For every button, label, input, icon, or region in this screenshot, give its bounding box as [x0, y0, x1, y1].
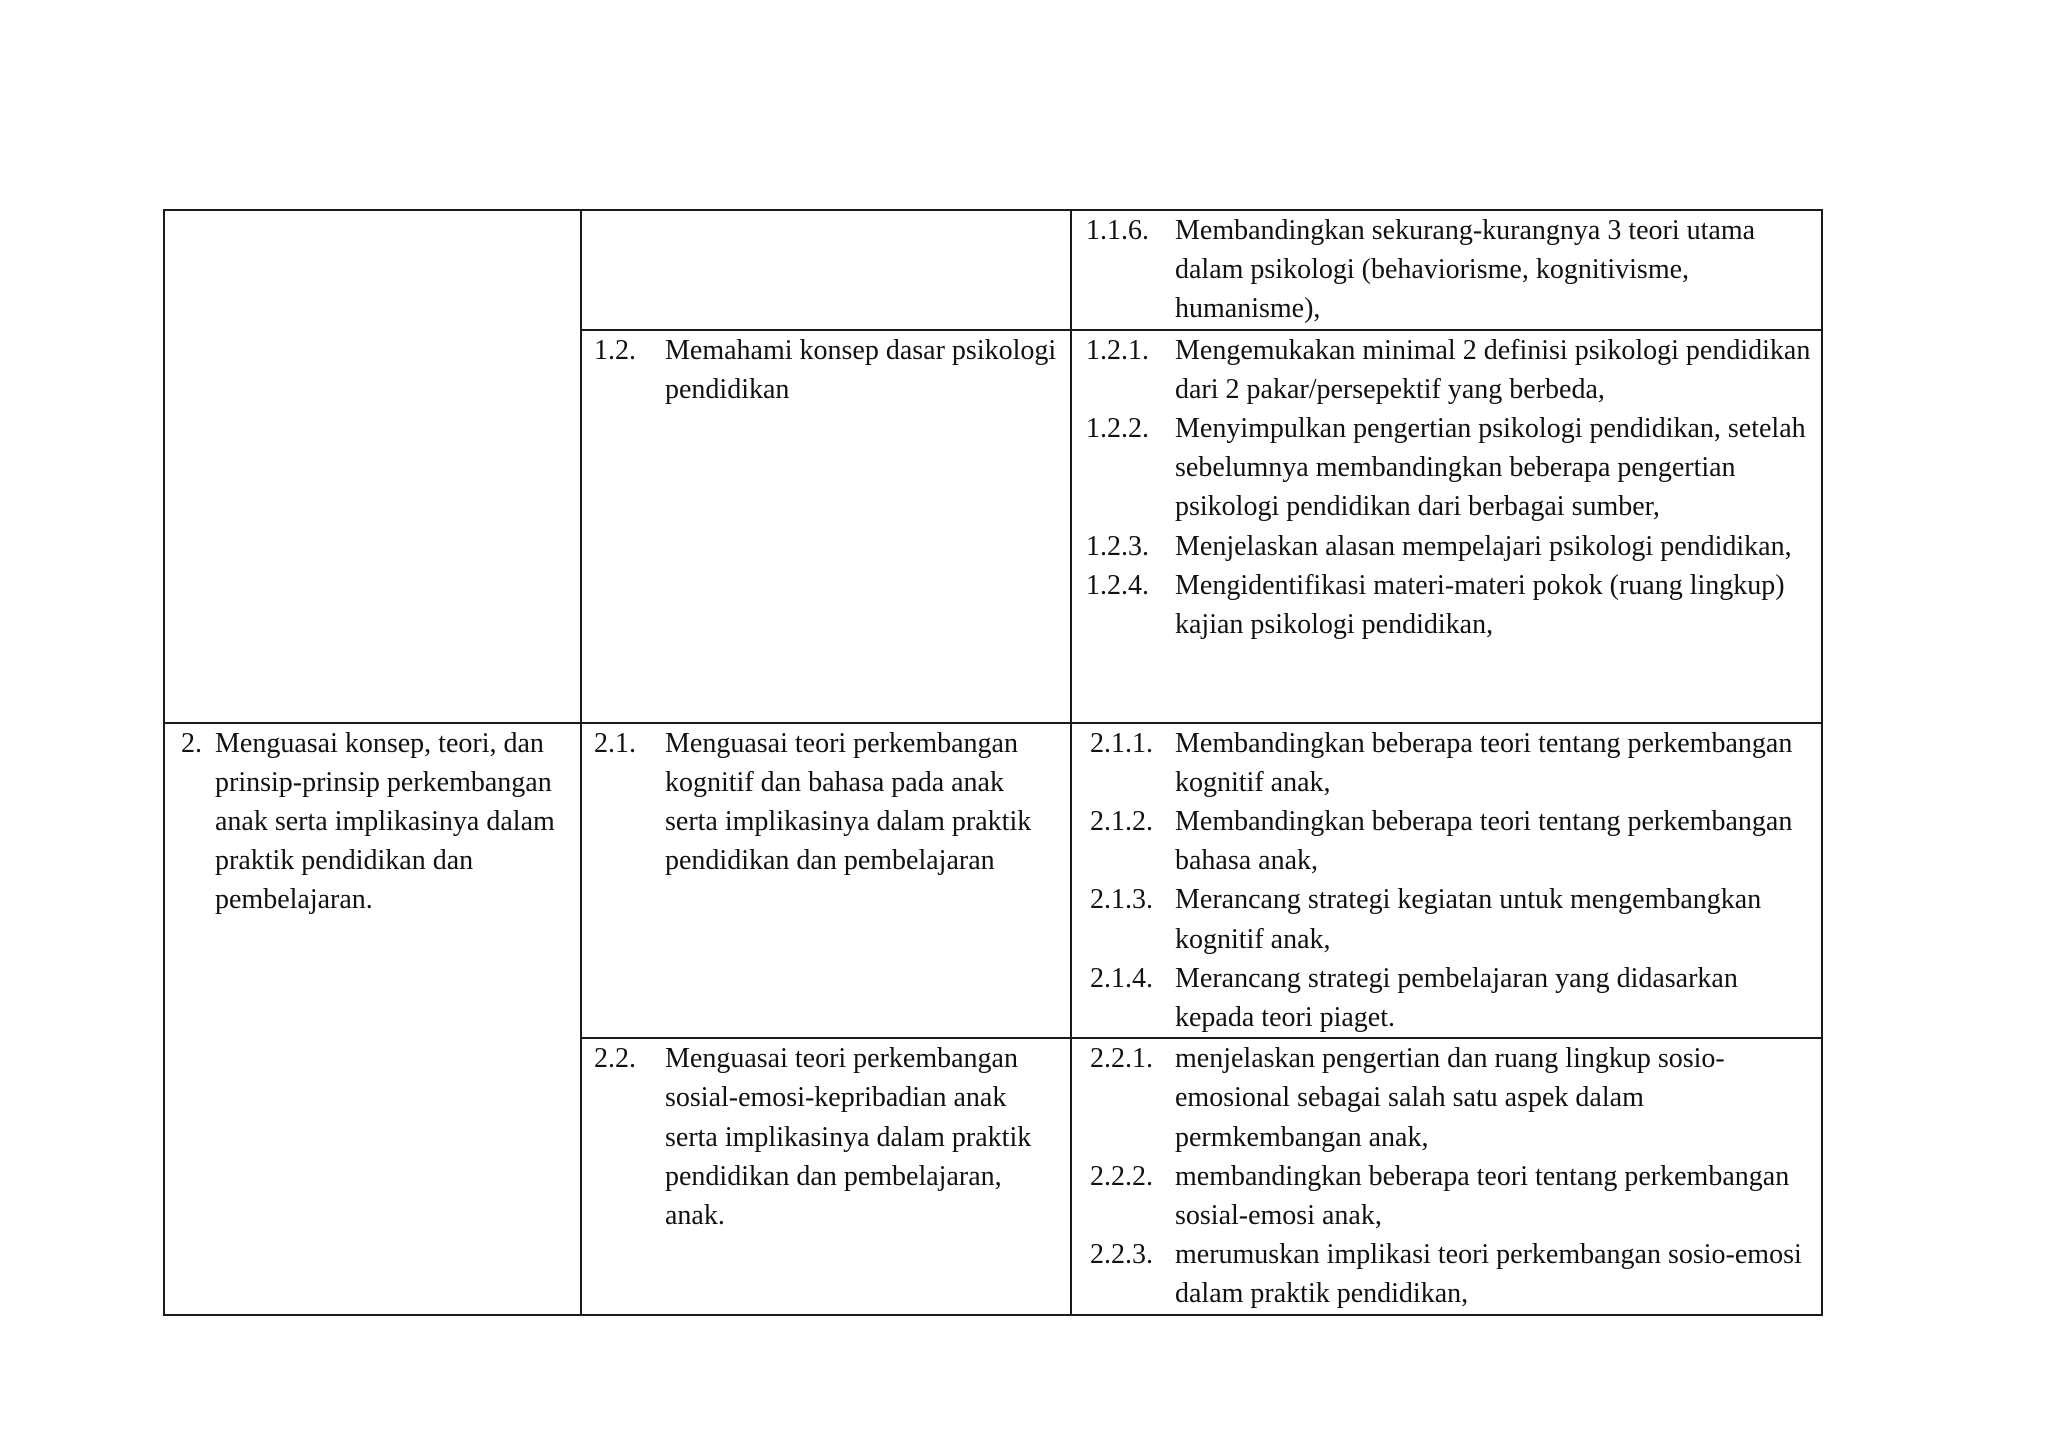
- table-row: [164, 723, 1822, 1039]
- indicator-number: 1.2.2.: [1086, 413, 1149, 445]
- indicator-text: Merancang strategi kegiatan untuk mengembangkan kognitif anak,: [1175, 884, 1762, 955]
- indicator-item: [1086, 211, 1813, 329]
- indicator-cell: [1071, 330, 1822, 723]
- competency-item: [181, 724, 574, 920]
- competency-cell: [164, 723, 581, 1315]
- sub-competency-item: [594, 331, 1062, 409]
- indicator-number: 2.1.1.: [1090, 727, 1153, 759]
- indicator-text: Merancang strategi pembelajaran yang didasarkan kepada teori piaget.: [1175, 962, 1738, 1034]
- indicator-cell: [1071, 723, 1822, 1039]
- sub-competency-cell-empty: [581, 210, 1071, 330]
- indicator-item: [1086, 331, 1813, 409]
- indicator-text: menjelaskan pengertian dan ruang lingkup sosio-emosional sebagai salah satu aspek dalam permkembangan anak,: [1175, 1043, 1725, 1153]
- indicator-item: [1086, 566, 1813, 644]
- indicator-number: 2.2.1.: [1090, 1043, 1153, 1075]
- sub-competency-number: 2.2.: [594, 1043, 636, 1075]
- indicator-number: 2.1.3.: [1090, 884, 1153, 916]
- sub-competency-text: Menguasai teori perkembangan sosial-emosi-kepribadian anak serta implikasinya dalam praktik pendidikan dan pembelajaran, anak.: [665, 1043, 1032, 1232]
- indicator-item: [1086, 1157, 1813, 1235]
- table-row: [164, 210, 1822, 330]
- indicator-number: 1.2.4.: [1086, 569, 1149, 601]
- indicator-number: 2.1.2.: [1090, 806, 1153, 838]
- indicator-text: Menyimpulkan pengertian psikologi pendidikan, setelah sebelumnya membandingkan beberapa pengertian psikologi pendidikan dari berbagai sumber,: [1175, 413, 1806, 523]
- competency-table: [163, 209, 1823, 1316]
- competency-number: 2.: [181, 727, 202, 759]
- indicator-item: [1086, 802, 1813, 880]
- indicator-text: Menjelaskan alasan mempelajari psikologi pendidikan,: [1175, 530, 1792, 562]
- indicator-item: [1086, 959, 1813, 1037]
- sub-competency-item: [594, 724, 1062, 881]
- indicator-number: 1.2.3.: [1086, 530, 1149, 562]
- indicator-number: 2.2.3.: [1090, 1239, 1153, 1271]
- sub-competency-item: [594, 1039, 1062, 1235]
- indicator-text: Membandingkan beberapa teori tentang perkembangan kognitif anak,: [1175, 727, 1793, 798]
- indicator-item: [1086, 527, 1813, 566]
- competency-cell-empty: [164, 210, 581, 723]
- competency-text: Menguasai konsep, teori, dan prinsip-prinsip perkembangan anak serta implikasinya dalam praktik pendidikan dan pembelajaran.: [215, 727, 555, 916]
- indicator-number: 2.2.2.: [1090, 1160, 1153, 1192]
- indicator-cell: [1071, 1038, 1822, 1314]
- sub-competency-cell: [581, 1038, 1071, 1314]
- indicator-text: Membandingkan beberapa teori tentang perkembangan bahasa anak,: [1175, 806, 1793, 877]
- indicator-number: 1.2.1.: [1086, 334, 1149, 366]
- indicator-item: [1086, 1039, 1813, 1157]
- indicator-item: [1086, 1235, 1813, 1313]
- sub-competency-text: Memahami konsep dasar psikologi pendidikan: [665, 334, 1057, 405]
- indicator-text: Mengemukakan minimal 2 definisi psikologi pendidikan dari 2 pakar/persepektif yang berbeda,: [1175, 334, 1811, 405]
- indicator-number: 2.1.4.: [1090, 962, 1153, 994]
- indicator-number: 1.1.6.: [1086, 215, 1149, 246]
- sub-competency-number: 2.1.: [594, 727, 636, 759]
- indicator-cell: [1071, 210, 1822, 330]
- sub-competency-number: 1.2.: [594, 334, 636, 366]
- indicator-text: merumuskan implikasi teori perkembangan sosio-emosi dalam praktik pendidikan,: [1175, 1239, 1802, 1310]
- indicator-text: Mengidentifikasi materi-materi pokok (ruang lingkup) kajian psikologi pendidikan,: [1175, 569, 1785, 641]
- sub-competency-cell: [581, 723, 1071, 1039]
- indicator-item: [1086, 724, 1813, 802]
- sub-competency-text: Menguasai teori perkembangan kognitif dan bahasa pada anak serta implikasinya dalam praktik pendidikan dan pembelajaran: [665, 727, 1032, 877]
- indicator-text: Membandingkan sekurang-kurangnya 3 teori utama dalam psikologi (behaviorisme, kognitivisme, humanisme),: [1175, 215, 1756, 325]
- indicator-item: [1086, 409, 1813, 527]
- sub-competency-cell: [581, 330, 1071, 723]
- indicator-text: membandingkan beberapa teori tentang perkembangan sosial-emosi anak,: [1175, 1160, 1790, 1232]
- indicator-item: [1086, 880, 1813, 958]
